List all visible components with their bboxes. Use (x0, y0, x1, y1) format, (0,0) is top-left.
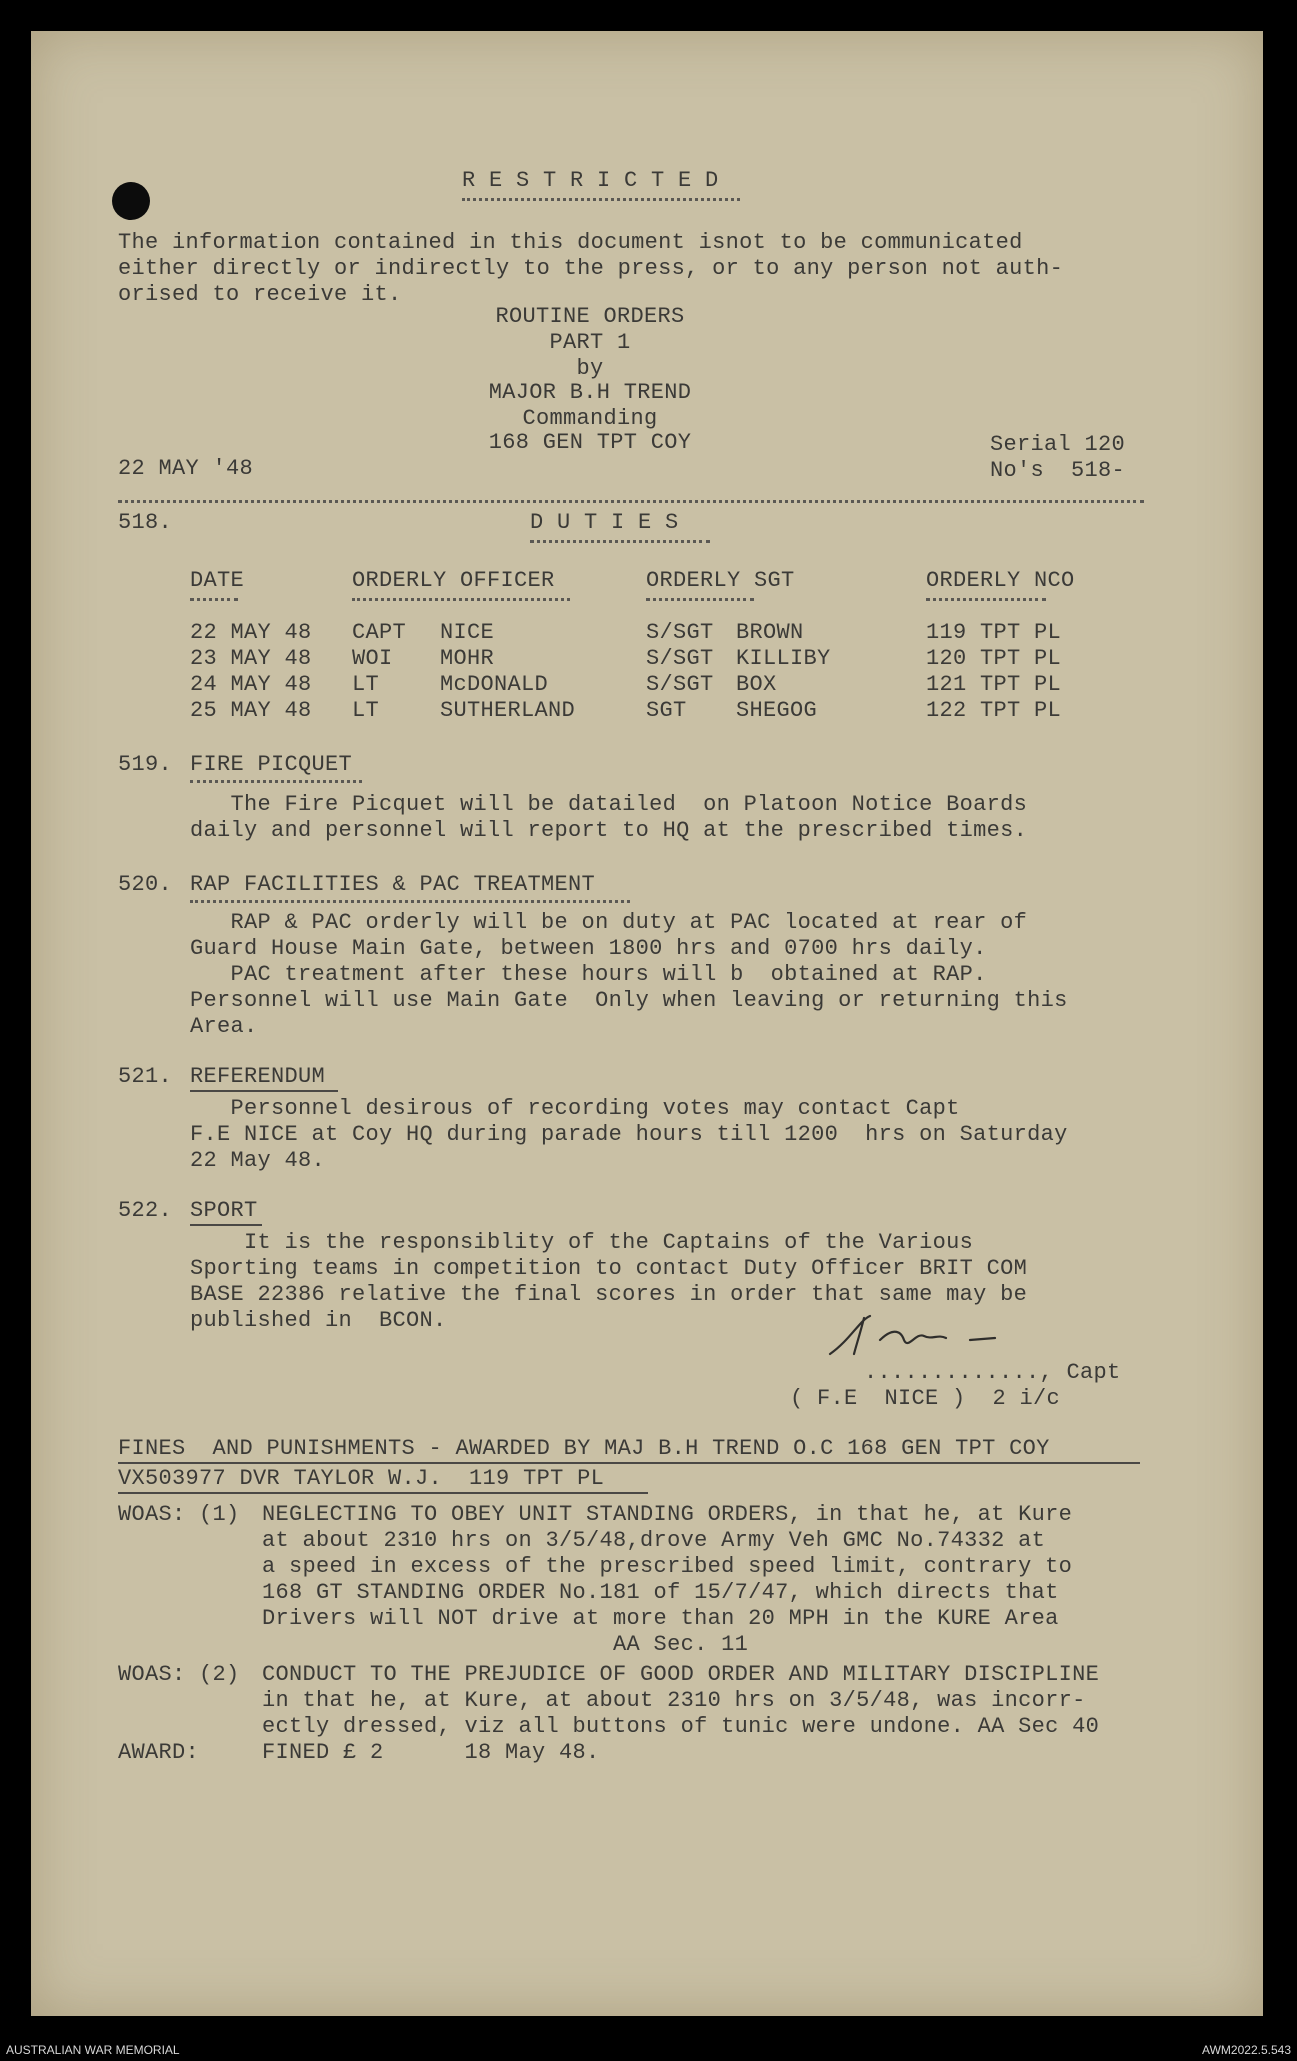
order-text-line: It is the responsiblity of the Captains of the Various (190, 1230, 974, 1255)
duty-date: 23 MAY 48 (190, 646, 312, 671)
nco-unit: 122 TPT PL (926, 698, 1062, 723)
title-line: 168 GEN TPT COY (488, 430, 692, 455)
order-text-line: PAC treatment after these hours will b obtained at RAP. (190, 962, 987, 987)
handwritten-signature (820, 1310, 1090, 1360)
charge-text-line: CONDUCT TO THE PREJUDICE OF GOOD ORDER AND MILITARY DISCIPLINE (262, 1662, 1100, 1687)
divider (190, 1224, 262, 1226)
divider (462, 198, 740, 201)
order-text-line: The Fire Picquet will be datailed on Platoon Notice Boards (190, 792, 1028, 817)
charge-text-line: at about 2310 hrs on 3/5/48,drove Army Veh GMC No.74332 at (262, 1528, 1046, 1553)
title-line: PART 1 (549, 330, 631, 355)
charge-text-line: a speed in excess of the prescribed speed limit, contrary to (262, 1554, 1073, 1579)
divider (118, 500, 1144, 503)
sgt-name: SHEGOG (736, 698, 818, 723)
column-header-date: DATE (190, 568, 245, 593)
officer-rank: WOI (352, 646, 393, 671)
column-header-orderly-officer: ORDERLY OFFICER (352, 568, 555, 593)
sgt-rank: SGT (646, 698, 687, 723)
divider (190, 900, 630, 903)
order-text-line: Personnel will use Main Gate Only when leaving or returning this (190, 988, 1068, 1013)
order-text-line: Personnel desirous of recording votes may contact Capt (190, 1096, 960, 1121)
charge-label: WOAS: (2) (118, 1662, 240, 1687)
order-title: RAP FACILITIES & PAC TREATMENT (190, 872, 596, 897)
order-text-line: RAP & PAC orderly will be on duty at PAC located at rear of (190, 910, 1028, 935)
column-header-orderly-nco: ORDERLY NCO (926, 568, 1075, 593)
title-line: ROUTINE ORDERS (495, 304, 685, 329)
officer-rank: LT (352, 672, 380, 697)
divider (646, 598, 754, 601)
divider (118, 1462, 1140, 1464)
order-text-line: Sporting teams in competition to contact Duty Officer BRIT COM (190, 1256, 1028, 1281)
order-text-line: published in BCON. (190, 1308, 447, 1333)
order-number: 520. (118, 872, 173, 897)
officer-rank: LT (352, 698, 380, 723)
charge-text-line: 168 GT STANDING ORDER No.181 of 15/7/47, which directs that (262, 1580, 1059, 1605)
serial-number: Serial 120 (990, 432, 1126, 457)
sgt-name: BOX (736, 672, 777, 697)
title-line: MAJOR B.H TREND (488, 380, 692, 405)
archive-reference: AWM2022.5.543 (1202, 2043, 1291, 2057)
punch-hole (112, 182, 150, 220)
duty-date: 25 MAY 48 (190, 698, 312, 723)
sgt-name: KILLIBY (736, 646, 831, 671)
duty-date: 22 MAY 48 (190, 620, 312, 645)
charge-text-line: NEGLECTING TO OBEY UNIT STANDING ORDERS, in that he, at Kure (262, 1502, 1073, 1527)
order-number: 518. (118, 510, 173, 535)
divider (190, 598, 238, 601)
divider (352, 598, 570, 601)
nco-unit: 119 TPT PL (926, 620, 1062, 645)
award-text: FINED £ 2 18 May 48. (262, 1740, 600, 1765)
classification-restricted: R E S T R I C T E D (462, 168, 719, 193)
charge-label: WOAS: (1) (118, 1502, 240, 1527)
order-text-line: Guard House Main Gate, between 1800 hrs and 0700 hrs daily. (190, 936, 987, 961)
nco-unit: 121 TPT PL (926, 672, 1062, 697)
signature-rank-line: ............., Capt (864, 1360, 1121, 1385)
archive-credit: AUSTRALIAN WAR MEMORIAL (6, 2043, 180, 2057)
officer-name: MOHR (440, 646, 495, 671)
divider (190, 1090, 338, 1092)
award-label: AWARD: (118, 1740, 200, 1765)
charge-text-line: AA Sec. 11 (262, 1632, 749, 1657)
officer-name: McDONALD (440, 672, 549, 697)
document-date: 22 MAY '48 (118, 456, 254, 481)
duty-date: 24 MAY 48 (190, 672, 312, 697)
title-line: by (576, 356, 604, 381)
officer-name: SUTHERLAND (440, 698, 576, 723)
order-number: 522. (118, 1198, 173, 1223)
divider (190, 780, 362, 783)
order-title: SPORT (190, 1198, 258, 1223)
order-text-line: Area. (190, 1014, 258, 1039)
soldier-details: VX503977 DVR TAYLOR W.J. 119 TPT PL (118, 1466, 605, 1491)
section-title-duties: D U T I E S (530, 510, 679, 535)
sgt-name: BROWN (736, 620, 804, 645)
order-text-line: F.E NICE at Coy HQ during parade hours till 1200 hrs on Saturday (190, 1122, 1068, 1147)
notice-line: either directly or indirectly to the press, or to any person not auth- (118, 256, 1064, 281)
order-number: 519. (118, 752, 173, 777)
order-number: 521. (118, 1064, 173, 1089)
charge-text-line: ectly dressed, viz all buttons of tunic were undone. AA Sec 40 (262, 1714, 1100, 1739)
charge-text-line: Drivers will NOT drive at more than 20 MPH in the KURE Area (262, 1606, 1059, 1631)
sgt-rank: S/SGT (646, 672, 714, 697)
title-line: Commanding (522, 406, 658, 431)
signature-name-line: ( F.E NICE ) 2 i/c (790, 1386, 1061, 1411)
order-text-line: daily and personnel will report to HQ at the prescribed times. (190, 818, 1028, 843)
notice-line: The information contained in this document isnot to be communicated (118, 230, 1023, 255)
sgt-rank: S/SGT (646, 646, 714, 671)
order-title: REFERENDUM (190, 1064, 326, 1089)
fines-heading: FINES AND PUNISHMENTS - AWARDED BY MAJ B.H TREND O.C 168 GEN TPT COY (118, 1436, 1050, 1461)
divider (926, 598, 1046, 601)
divider (530, 540, 710, 543)
officer-rank: CAPT (352, 620, 407, 645)
order-title: FIRE PICQUET (190, 752, 353, 777)
notice-line: orised to receive it. (118, 282, 402, 307)
divider (118, 1492, 648, 1494)
order-text-line: 22 May 48. (190, 1148, 326, 1173)
charge-text-line: in that he, at Kure, at about 2310 hrs on 3/5/48, was incorr- (262, 1688, 1086, 1713)
sgt-rank: S/SGT (646, 620, 714, 645)
nco-unit: 120 TPT PL (926, 646, 1062, 671)
order-numbers: No's 518- (990, 458, 1126, 483)
order-text-line: BASE 22386 relative the final scores in order that same may be (190, 1282, 1028, 1307)
column-header-orderly-sgt: ORDERLY SGT (646, 568, 795, 593)
officer-name: NICE (440, 620, 495, 645)
